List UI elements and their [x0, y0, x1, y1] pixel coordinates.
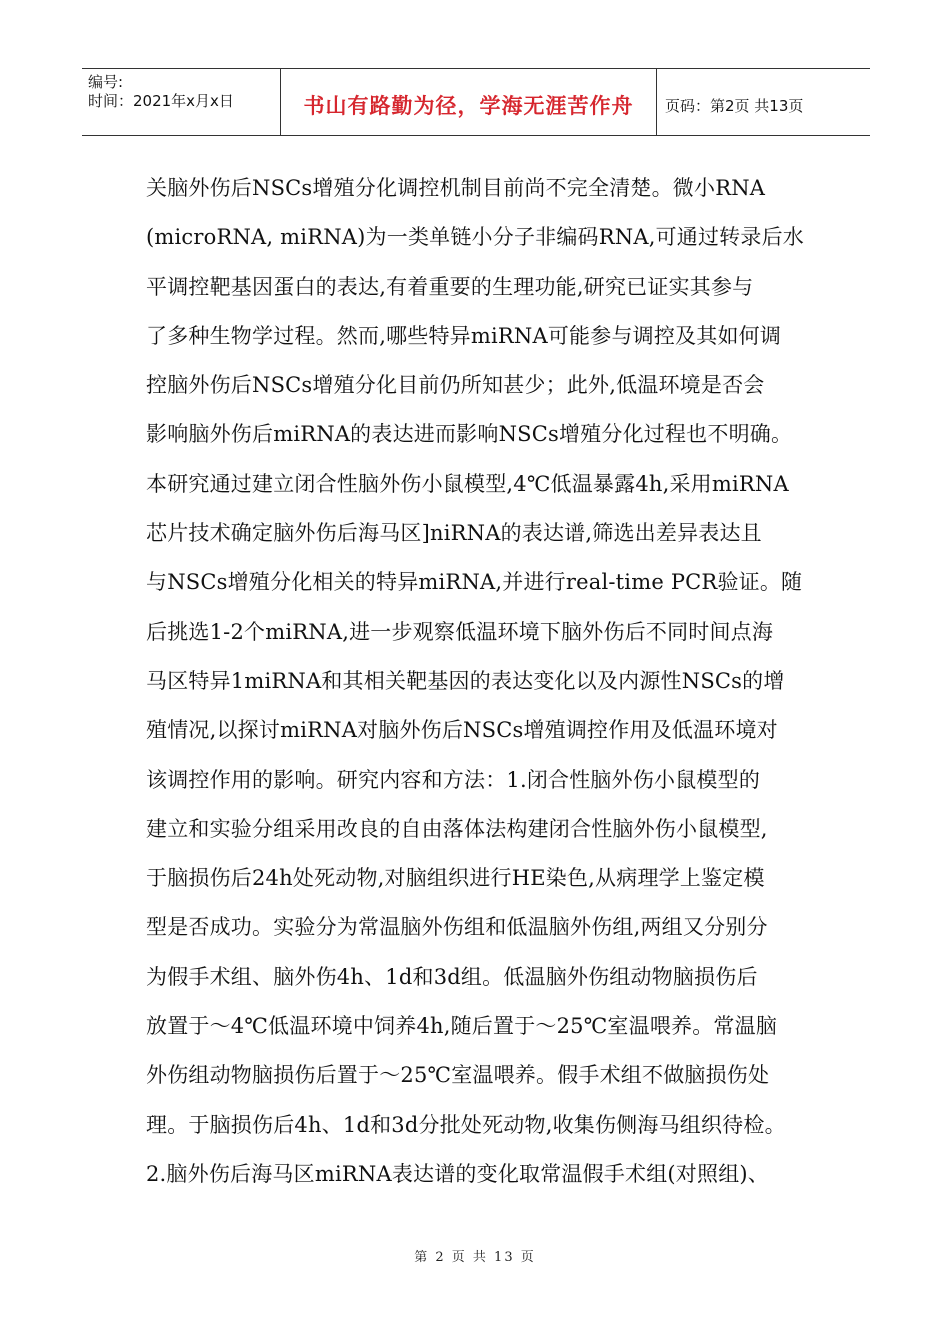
body-text	[146, 164, 818, 1199]
document-header	[82, 68, 870, 136]
text-line: 本研究通过建立闭合性脑外伤小鼠模型,4℃低温暴露4h,采用miRNA	[146, 471, 789, 496]
number-label: 编号:	[88, 73, 124, 91]
text-line: 该调控作用的影响。研究内容和方法：1.闭合性脑外伤小鼠模型的	[146, 767, 761, 792]
text-line: 芯片技术确定脑外伤后海马区]niRNA的表达谱,筛选出差异表达且	[146, 521, 762, 546]
text-line: 理。于脑损伤后4h、1d和3d分批处死动物,收集伤侧海马组织待检。	[146, 1112, 786, 1137]
header-page-info: 页码：第2页 共13页	[665, 96, 804, 115]
text-line: 殖情况,以探讨miRNA对脑外伤后NSCs增殖调控作用及低温环境对	[146, 718, 778, 743]
text-line: 了多种生物学过程。然而,哪些特异miRNA可能参与调控及其如何调	[146, 323, 782, 348]
text-line: 型是否成功。实验分为常温脑外伤组和低温脑外伤组,两组又分别分	[146, 915, 768, 940]
text-line: 放置于～4℃低温环境中饲养4h,随后置于～25℃室温喂养。常温脑	[146, 1014, 778, 1039]
text-line: 后挑选1-2个miRNA,进一步观察低温环境下脑外伤后不同时间点海	[146, 619, 774, 644]
time-label: 时间：2021年x月x日	[88, 92, 234, 110]
text-line: (microRNA, miRNA)为一类单链小分子非编码RNA,可通过转录后水	[146, 225, 804, 250]
page-footer: 第 2 页 共 13 页	[414, 1250, 536, 1265]
text-line: 与NSCs增殖分化相关的特异miRNA,并进行real-time PCR验证。随	[146, 570, 803, 595]
text-line: 平调控靶基因蛋白的表达,有着重要的生理功能,研究已证实其参与	[146, 274, 754, 299]
text-line: 外伤组动物脑损伤后置于～25℃室温喂养。假手术组不做脑损伤处	[146, 1063, 770, 1088]
text-line: 建立和实验分组采用改良的自由落体法构建闭合性脑外伤小鼠模型,	[146, 816, 768, 841]
text-line: 2.脑外伤后海马区miRNA表达谱的变化取常温假手术组(对照组)、	[146, 1161, 770, 1186]
text-line: 控脑外伤后NSCs增殖分化目前仍所知甚少；此外,低温环境是否会	[146, 373, 765, 398]
text-line: 为假手术组、脑外伤4h、1d和3d组。低温脑外伤组动物脑损伤后	[146, 964, 758, 989]
text-line: 影响脑外伤后miRNA的表达进而影响NSCs增殖分化过程也不明确。	[146, 422, 793, 447]
text-line: 马区特异1miRNA和其相关靶基因的表达变化以及内源性NSCs的增	[146, 668, 785, 693]
header-meta	[82, 69, 281, 135]
header-motto: 书山有路勤为径，学海无涯苦作舟	[281, 69, 657, 135]
text-line: 于脑损伤后24h处死动物,对脑组织进行HE染色,从病理学上鉴定模	[146, 866, 765, 891]
text-line: 关脑外伤后NSCs增殖分化调控机制目前尚不完全清楚。微小RNA	[146, 176, 766, 200]
